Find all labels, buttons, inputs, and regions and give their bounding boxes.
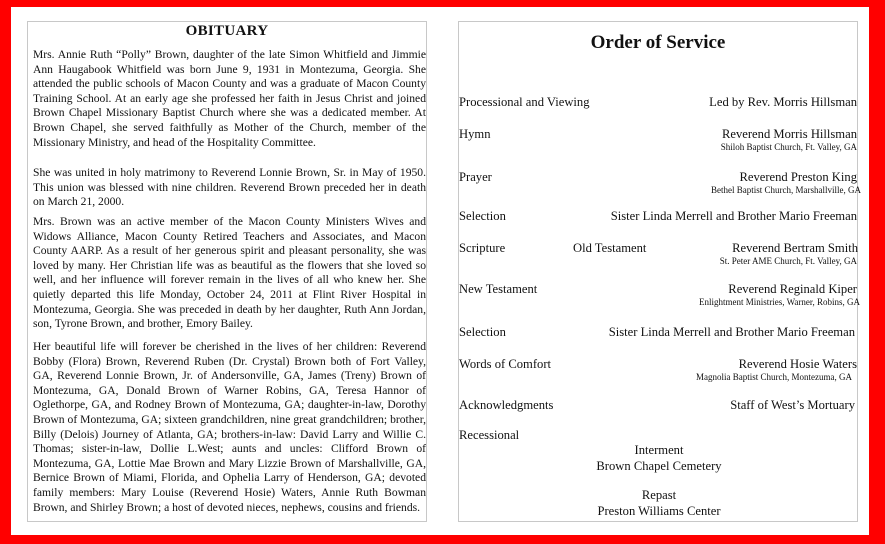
obituary-panel <box>27 21 427 522</box>
service-item-recessional <box>459 428 859 444</box>
service-item-officiant: Reverend Preston King <box>739 170 857 184</box>
obituary-title: OBITUARY <box>185 23 269 39</box>
service-item-new-testament <box>459 282 860 307</box>
service-item-church: St. Peter AME Church, Ft. Valley, GA <box>719 256 857 266</box>
interment-place: Brown Chapel Cemetery <box>596 459 722 473</box>
obituary-paragraph-1: Mrs. Annie Ruth “Polly” Brown, daughter of the late Simon Whitfield and Jimmie Ann Haugabook Whitfield was born June 9, 1931 in Montezuma, Georgia. She attended the public schools of Macon County and was a graduate of Macon County Training School. At an early age she professed her faith in Jesus Christ and joined Brown Chapel Missionary Baptist Church where she was a dedicated member. At Brown Chapel, she served faithfully as Mother of the Church, member of the Missionary Ministry, and head of the Hospitality Committee. <box>33 48 426 149</box>
repast-place: Preston Williams Center <box>597 504 721 518</box>
service-item-officiant: Reverend Hosie Waters <box>738 357 857 371</box>
service-item-church: Magnolia Baptist Church, Montezuma, GA <box>696 372 852 382</box>
service-item-label: Acknowledgments <box>459 398 554 412</box>
service-item-officiant: Reverend Morris Hillsman <box>721 127 857 141</box>
service-item-label: New Testament <box>459 282 538 296</box>
service-item-label: Hymn <box>459 127 491 141</box>
service-item-label: Selection <box>459 209 506 223</box>
interment-label: Interment <box>634 443 684 457</box>
obituary-paragraph-2: She was united in holy matrimony to Reverend Lonnie Brown, Sr. in May of 1950. This union was blessed with nine children. Reverend Brown preceded her in death on March 21, 2000. <box>33 166 426 209</box>
service-item-detail: Old Testament <box>573 241 647 255</box>
service-item-prayer <box>459 170 861 195</box>
order-of-service-panel <box>458 21 861 522</box>
order-of-service-title: Order of Service <box>590 32 726 53</box>
service-item-processional <box>459 95 859 111</box>
service-item-church: Shiloh Baptist Church, Ft. Valley, GA <box>720 142 857 152</box>
service-item-performers: Sister Linda Merrell and Brother Mario Freeman <box>610 209 857 223</box>
service-item-hymn <box>459 127 859 152</box>
service-item-officiant: Led by Rev. Morris Hillsman <box>709 95 857 109</box>
service-item-label: Processional and Viewing <box>459 95 590 109</box>
service-item-selection-1 <box>459 209 859 225</box>
service-item-label: Prayer <box>459 170 492 184</box>
service-item-officiant: Reverend Reginald Kiper <box>728 282 857 296</box>
service-item-performers: Sister Linda Merrell and Brother Mario Freeman <box>608 325 855 339</box>
service-item-acknowledgments <box>459 398 859 414</box>
service-item-church: Enlightment Ministries, Warner, Robins, GA <box>699 297 860 307</box>
service-item-label: Recessional <box>459 428 520 442</box>
service-item-label: Scripture <box>459 241 506 255</box>
service-item-scripture <box>459 241 859 266</box>
program-sheet <box>11 7 869 535</box>
service-item-label: Selection <box>459 325 506 339</box>
service-item-label: Words of Comfort <box>459 357 552 371</box>
service-item-officiant: Reverend Bertram Smith <box>732 241 858 255</box>
obituary-paragraph-4: Her beautiful life will forever be cherished in the lives of her children: Reverend Bobby (Flora) Brown, Reverend Ruben (Dr. Crystal) Brown both of Fort Valley, GA, Reverend Lonnie Brown, Jr. of Andersonville, GA, James (Treny) Brown of Montezuma, GA, Donald Brown of Warner Robins, GA, Teresa Hannor of Oglethorpe, GA, and Rodney Brown of Montezuma, GA; daughter-in-law, Dorothy Brown of Montezuma, GA; sixteen grandchildren, nine great grandchildren; brother, Billy (Delois) Journey of Atlanta, GA; brothers-in-law: David Larry and Willie C. Thomas; sister-in-law, Dollie L.West; aunts and uncles: Clifford Brown of Montezuma, GA, Lottie Mae Brown and Mary Lizzie Brown of Marshallville, GA, Bernice Brown of Miami, Florida, and Ophelia Larry of Henderson, GA; devoted family members: Mary Louise (Reverend Hosie) Waters, Annie Ruth Bowman Brown, and Shirley Brown; a host of devoted nieces, nephews, cousins and friends. <box>33 340 426 514</box>
service-item-officiant: Staff of West’s Mortuary <box>730 398 855 412</box>
service-item-words-of-comfort <box>459 357 859 382</box>
obituary-paragraph-3: Mrs. Brown was an active member of the Macon County Ministers Wives and Widows Alliance, Macon County Retired Teachers and Associates, and Macon County AARP. As a result of her generous spirit and pleasant personality, she was loved by many. Her Christian life was as beautiful as the flowers that she loved so well, and her influence will forever remain in the lives of all who knew her. She quietly departed this life Monday, October 24, 2011 at Flint River Hospital in Montezuma, Georgia. She was preceded in death by her daughter, Ruth Ann Jordan, son, Tyrone Brown, and brother, Emory Bailey. <box>33 215 426 331</box>
repast-label: Repast <box>641 488 677 502</box>
service-item-church: Bethel Baptist Church, Marshallville, GA <box>711 185 861 195</box>
service-item-selection-2 <box>459 325 859 341</box>
